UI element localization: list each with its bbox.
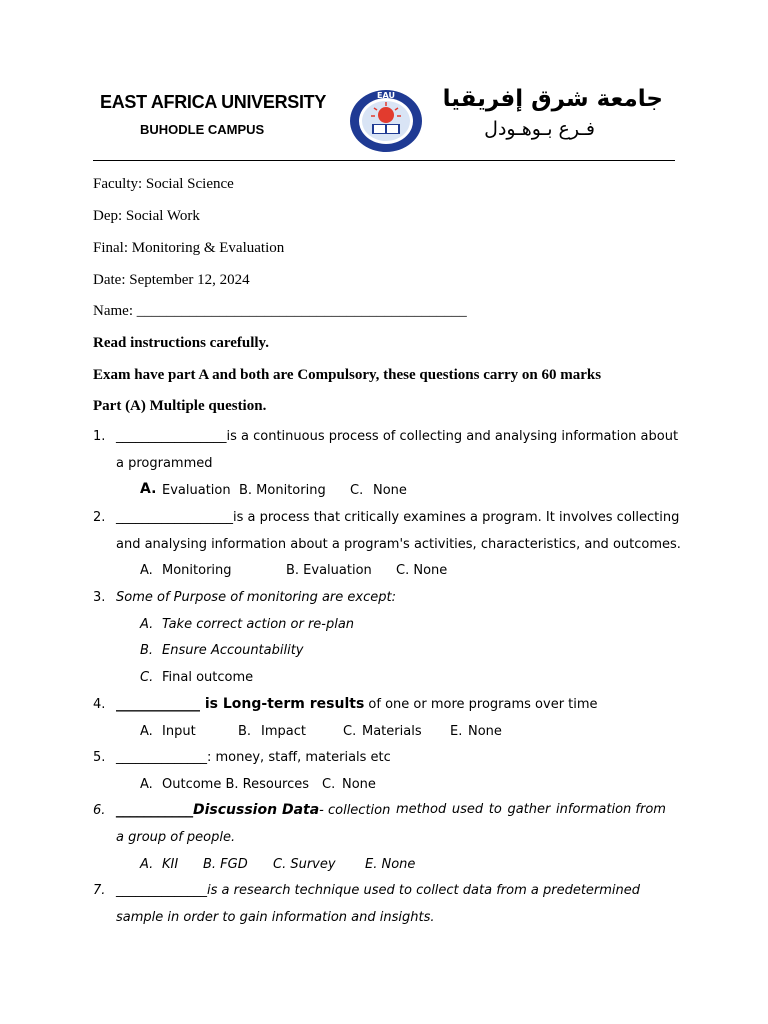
question-2-text: __________________is a process that critically examines a program. It involves collecting [116,510,680,525]
option-letter: C. [350,483,364,498]
option-text: Take correct action or re-plan [162,617,355,632]
option-text: C. Survey [273,857,336,872]
question-6-lead [116,802,390,818]
option-letter: A. [140,481,157,497]
final-line: Final: Monitoring & Evaluation [93,240,285,256]
question-1-text: _________________is a continuous process of collecting and analysing information about [116,429,679,444]
name-line: Name: ____________________________________________ [93,303,467,319]
question-3-text: Some of Purpose of monitoring are except: [116,590,396,605]
department-line: Dep: Social Work [93,208,200,224]
option-text: B. FGD [203,857,248,872]
option-text: Monitoring [162,563,232,578]
option-letter: A. [140,777,153,792]
instruction-read: Read instructions carefully. [93,335,269,351]
instruction-exam: Exam have part A and both are Compulsory, these questions carry on 60 marks [93,367,602,383]
option-text: None [468,724,502,739]
option-letter: B. [238,724,252,739]
option-letter: A. [140,857,154,872]
option-text: Ensure Accountability [162,643,304,658]
question-6-word: used [451,802,484,817]
question-4-rest: of one or more programs over time [364,697,598,712]
question-6-text-cont: a group of people. [116,830,236,845]
question-1-text-cont: a programmed [116,456,213,471]
question-number: 4. [93,697,106,712]
option-letter: C. [322,777,336,792]
question-5-text: ______________: money, staff, materials etc [116,750,391,765]
option-text: Impact [261,724,306,739]
option-letter: A. [140,563,153,578]
option-letter: C. [140,670,154,685]
option-text: None [373,483,407,498]
option-text: B. Evaluation [286,563,372,578]
date-line: Date: September 12, 2024 [93,272,250,288]
question-7-text-cont: sample in order to gain information and insights. [116,910,435,925]
question-6-bold: Discussion Data [193,802,320,818]
option-text: KII [162,857,179,872]
question-6-text [116,802,666,818]
option-letter: A. [140,724,153,739]
university-name-english: EAST AFRICA UNIVERSITY [100,92,327,112]
option-text: Final outcome [162,670,254,685]
question-6-word: - collection [319,803,391,818]
question-number: 1. [93,429,106,444]
question-4-text [116,696,598,712]
answer-blank: ____________ [116,696,200,712]
question-7-text: ______________is a research technique used to collect data from a predetermined [116,883,641,898]
option-letter: B. [140,643,154,658]
option-text: Evaluation [162,483,231,498]
option-letter: E. [450,724,463,739]
option-text: Input [162,724,196,739]
campus-name-english: BUHODLE CAMPUS [140,122,265,137]
option-text: B. Monitoring [239,483,326,498]
question-4-bold: is Long-term results [200,696,365,712]
university-seal-icon [348,88,424,154]
option-text: None [342,777,376,792]
question-2-text-cont: and analysing information about a program's activities, characteristics, and outcomes. [116,537,681,552]
option-text: C. None [396,563,448,578]
question-number: 7. [93,883,106,898]
question-number: 3. [93,590,106,605]
question-number: 6. [93,803,106,818]
question-6-word: method [396,802,447,817]
option-letter: C. [343,724,357,739]
question-6-word: information from [556,802,666,817]
option-text: E. None [365,857,416,872]
answer-blank: ___________ [116,802,193,818]
option-letter: A. [140,617,154,632]
question-number: 5. [93,750,106,765]
campus-name-arabic: فـرع بـوهـودل [484,118,595,140]
question-6-word: gather [507,802,551,817]
question-6-word: to [488,802,502,817]
option-text: Materials [362,724,422,739]
question-number: 2. [93,510,106,525]
option-text: Outcome B. Resources [162,777,310,792]
part-heading: Part (A) Multiple question. [93,398,267,414]
exam-header [100,84,675,156]
seal-lettering: EAU [377,91,395,100]
header-divider [93,160,675,161]
faculty-line: Faculty: Social Science [93,176,234,192]
university-name-arabic: جامعة شرق إفريقيا [442,86,663,112]
